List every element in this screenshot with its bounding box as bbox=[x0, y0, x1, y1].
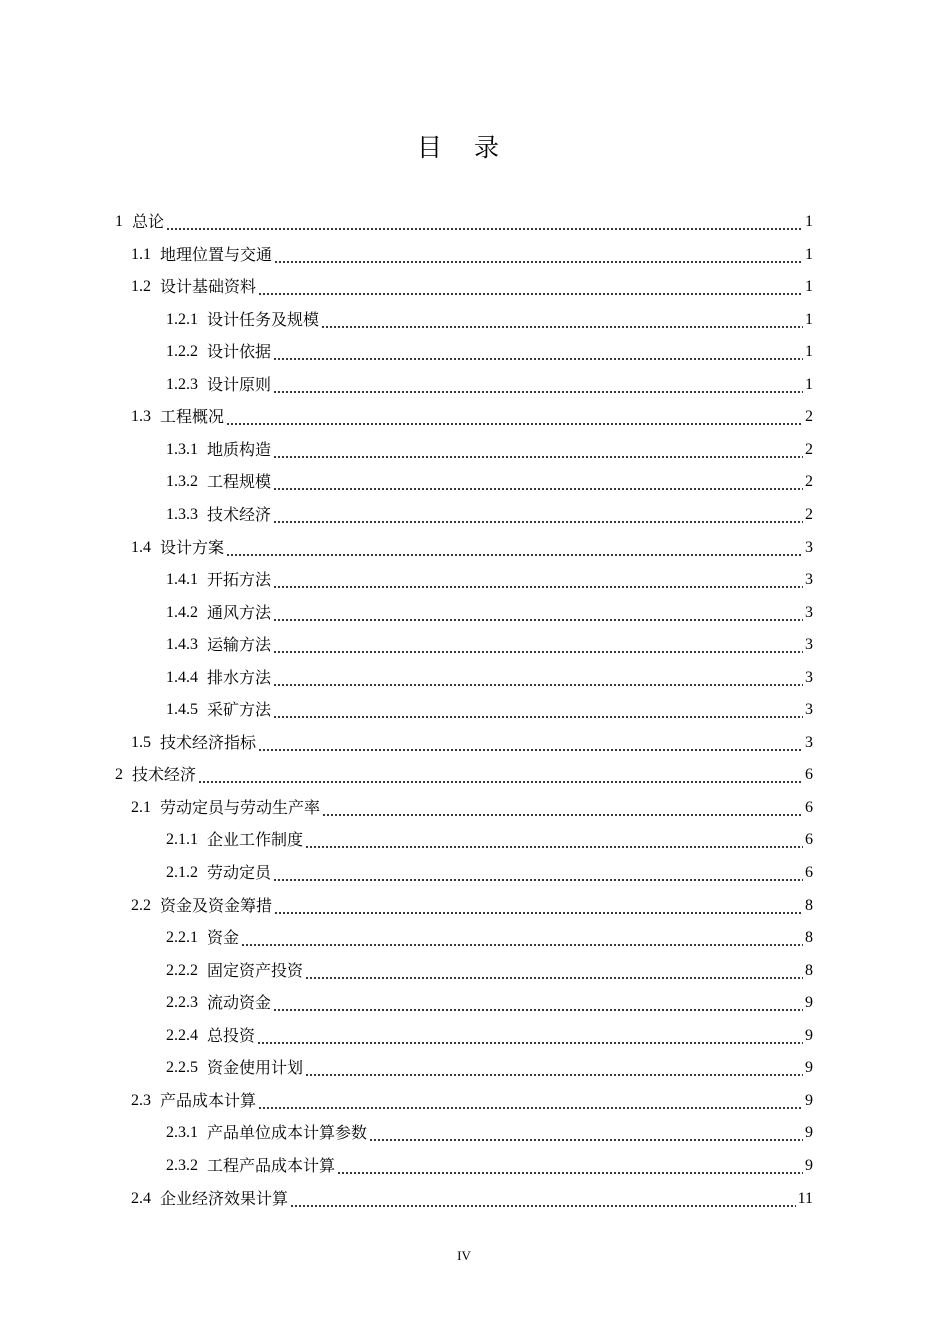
toc-entry-title: 资金 bbox=[207, 928, 240, 948]
toc-entry[interactable] bbox=[131, 401, 813, 433]
toc-entry-number: 1.2.1 bbox=[166, 310, 198, 328]
toc-entry-number: 2.1.2 bbox=[166, 864, 198, 881]
toc-entry-title: 开拓方法 bbox=[207, 570, 272, 590]
toc-dot-leader bbox=[257, 1020, 803, 1052]
toc-dot-leader bbox=[273, 987, 803, 1019]
toc-dot-leader bbox=[226, 401, 803, 433]
toc-entry[interactable] bbox=[166, 466, 813, 498]
toc-entry-title: 设计方案 bbox=[160, 537, 225, 557]
toc-entry[interactable] bbox=[166, 1020, 813, 1052]
toc-entry-number: 1.3.3 bbox=[166, 505, 198, 523]
toc-dot-leader bbox=[305, 1052, 803, 1084]
toc-entry-number: 1.4.3 bbox=[166, 636, 198, 654]
toc-entry[interactable] bbox=[166, 824, 813, 856]
toc-dot-leader bbox=[322, 792, 803, 824]
toc-entry-title: 工程产品成本计算 bbox=[207, 1155, 336, 1175]
toc-entry[interactable] bbox=[131, 1183, 813, 1215]
toc-entry-number: 2.1 bbox=[131, 798, 151, 816]
toc-entry-title: 地理位置与交通 bbox=[160, 244, 273, 264]
toc-entry-number: 2.4 bbox=[131, 1189, 151, 1207]
toc-dot-leader bbox=[273, 499, 803, 531]
toc-entry-title: 总论 bbox=[132, 212, 165, 231]
toc-dot-leader bbox=[273, 857, 803, 889]
toc-dot-leader bbox=[258, 727, 803, 759]
toc-dot-leader bbox=[273, 466, 803, 498]
toc-entry[interactable] bbox=[115, 206, 813, 238]
toc-entry-title: 产品成本计算 bbox=[160, 1090, 257, 1110]
toc-entry-page: 1 bbox=[805, 278, 813, 296]
toc-dot-leader bbox=[290, 1183, 796, 1215]
toc-entry-title: 技术经济 bbox=[207, 504, 272, 524]
toc-entry-title: 通风方法 bbox=[207, 602, 272, 622]
toc-entry-number: 2.2.5 bbox=[166, 1059, 198, 1077]
toc-entry[interactable] bbox=[131, 727, 813, 759]
toc-entry-page: 2 bbox=[805, 473, 813, 491]
toc-entry[interactable] bbox=[166, 1150, 813, 1182]
toc-entry-number: 1.4.4 bbox=[166, 668, 198, 686]
toc-entry-number: 2 bbox=[115, 766, 123, 784]
toc-entry[interactable] bbox=[115, 759, 813, 791]
toc-entry-number: 1.2.3 bbox=[166, 375, 198, 393]
toc-entry-title: 固定资产投资 bbox=[207, 960, 304, 980]
toc-entry-number: 1.2.2 bbox=[166, 343, 198, 361]
toc-entry-page: 8 bbox=[805, 929, 813, 947]
toc-entry-title: 采矿方法 bbox=[207, 700, 272, 720]
toc-entry-page: 3 bbox=[805, 668, 813, 686]
toc-entry-page: 3 bbox=[805, 571, 813, 589]
toc-entry-title: 技术经济 bbox=[132, 765, 197, 785]
toc-dot-leader bbox=[273, 629, 803, 661]
toc-entry-page: 6 bbox=[805, 798, 813, 816]
toc-dot-leader bbox=[198, 759, 803, 791]
toc-entry-title: 劳动定员与劳动生产率 bbox=[160, 797, 321, 817]
toc-entry-title: 资金使用计划 bbox=[207, 1058, 304, 1078]
toc-entry-page: 6 bbox=[805, 831, 813, 849]
toc-dot-leader bbox=[166, 206, 803, 238]
toc-entry[interactable] bbox=[166, 629, 813, 661]
toc-entry-title: 企业工作制度 bbox=[207, 830, 304, 850]
toc-entry-number: 1.4.5 bbox=[166, 701, 198, 719]
toc-entry-page: 9 bbox=[805, 1059, 813, 1077]
toc-dot-leader bbox=[273, 369, 803, 401]
toc-entry-number: 1.4 bbox=[131, 538, 151, 556]
toc-entry[interactable] bbox=[166, 597, 813, 629]
toc-entry-page: 9 bbox=[805, 994, 813, 1012]
toc-entry[interactable] bbox=[131, 271, 813, 303]
toc-entry-title: 设计原则 bbox=[207, 374, 272, 394]
toc-entry-title: 设计依据 bbox=[207, 342, 272, 362]
toc-entry-page: 2 bbox=[805, 440, 813, 458]
toc-entry-title: 企业经济效果计算 bbox=[160, 1188, 289, 1208]
toc-entry-number: 1.3.1 bbox=[166, 440, 198, 458]
toc-entry-title: 地质构造 bbox=[207, 439, 272, 459]
toc-entry-number: 2.2.2 bbox=[166, 961, 198, 979]
toc-entry-title: 设计任务及规模 bbox=[207, 309, 320, 329]
toc-entry[interactable] bbox=[166, 336, 813, 368]
toc-entry-number: 2.3.2 bbox=[166, 1156, 198, 1174]
toc-dot-leader bbox=[258, 271, 803, 303]
toc-dot-leader bbox=[337, 1150, 803, 1182]
toc-entry[interactable] bbox=[166, 955, 813, 987]
toc-entry[interactable] bbox=[131, 1085, 813, 1117]
toc-entry-page: 3 bbox=[805, 636, 813, 654]
toc-dot-leader bbox=[273, 662, 803, 694]
toc-entry-title: 总投资 bbox=[207, 1025, 256, 1045]
toc-entry-page: 9 bbox=[805, 1026, 813, 1044]
toc-entry-page: 1 bbox=[805, 310, 813, 328]
toc-entry-page: 3 bbox=[805, 603, 813, 621]
toc-entry-number: 2.2.4 bbox=[166, 1026, 198, 1044]
toc-entry-number: 2.1.1 bbox=[166, 831, 198, 849]
toc-entry-number: 1 bbox=[115, 213, 123, 230]
toc-entry-number: 1.5 bbox=[131, 733, 151, 751]
toc-entry-page: 3 bbox=[805, 538, 813, 556]
toc-entry-page: 9 bbox=[805, 1091, 813, 1109]
toc-entry-number: 2.2 bbox=[131, 896, 151, 914]
toc-entry[interactable] bbox=[131, 792, 813, 824]
toc-entry[interactable] bbox=[166, 662, 813, 694]
toc-dot-leader bbox=[273, 694, 803, 726]
toc-entry[interactable] bbox=[166, 369, 813, 401]
toc-entry-title: 流动资金 bbox=[207, 993, 272, 1013]
toc-entry-page: 8 bbox=[805, 896, 813, 914]
toc-entry[interactable] bbox=[166, 499, 813, 531]
toc-entry-title: 技术经济指标 bbox=[160, 732, 257, 752]
toc-dot-leader bbox=[369, 1117, 803, 1149]
page-number: IV bbox=[457, 1248, 471, 1263]
toc-entry-page: 2 bbox=[805, 408, 813, 426]
toc-entry[interactable] bbox=[166, 857, 813, 889]
toc-entry-title: 产品单位成本计算参数 bbox=[207, 1123, 368, 1143]
toc-entry-page: 8 bbox=[805, 961, 813, 979]
toc-entry[interactable] bbox=[166, 987, 813, 1019]
toc-entry[interactable] bbox=[131, 890, 813, 922]
toc-entry[interactable] bbox=[166, 1052, 813, 1084]
toc-entry-title: 运输方法 bbox=[207, 635, 272, 655]
toc-entry[interactable] bbox=[166, 694, 813, 726]
toc-entry[interactable] bbox=[131, 239, 813, 271]
toc-entry-page: 11 bbox=[797, 1189, 813, 1207]
toc-entry-number: 1.4.2 bbox=[166, 603, 198, 621]
toc-entry-title: 工程概况 bbox=[160, 407, 225, 427]
toc-entry-title: 劳动定员 bbox=[207, 863, 272, 882]
toc-dot-leader bbox=[274, 890, 803, 922]
toc-entry-page: 2 bbox=[805, 505, 813, 523]
toc-dot-leader bbox=[226, 532, 803, 564]
toc-entry-page: 1 bbox=[805, 213, 813, 230]
toc-dot-leader bbox=[241, 922, 803, 954]
toc-dot-leader bbox=[273, 597, 803, 629]
toc-entry-title: 设计基础资料 bbox=[160, 277, 257, 297]
toc-entry[interactable] bbox=[166, 1117, 813, 1149]
toc-dot-leader bbox=[258, 1085, 803, 1117]
toc-entry[interactable] bbox=[166, 304, 813, 336]
toc-entry-number: 1.3.2 bbox=[166, 473, 198, 491]
toc-entry-number: 1.4.1 bbox=[166, 571, 198, 589]
toc-dot-leader bbox=[273, 336, 803, 368]
page-title: 目 录 bbox=[417, 133, 511, 162]
toc-entry-number: 2.3 bbox=[131, 1091, 151, 1109]
toc-dot-leader bbox=[305, 955, 803, 987]
toc-entry[interactable] bbox=[131, 532, 813, 564]
toc-dot-leader bbox=[274, 239, 803, 271]
toc-entry-page: 1 bbox=[805, 375, 813, 393]
toc-entry[interactable] bbox=[166, 922, 813, 954]
toc-entry-title: 资金及资金筹措 bbox=[160, 895, 273, 915]
toc-entry-number: 2.2.3 bbox=[166, 994, 198, 1012]
toc-entry-page: 1 bbox=[805, 343, 813, 361]
toc-entry-page: 1 bbox=[805, 245, 813, 263]
toc-entry[interactable] bbox=[166, 564, 813, 596]
toc-entry-page: 9 bbox=[805, 1156, 813, 1174]
toc-entry-number: 2.2.1 bbox=[166, 929, 198, 947]
toc-entry-title: 工程规模 bbox=[207, 472, 272, 492]
toc-dot-leader bbox=[321, 304, 803, 336]
toc-entry-number: 2.3.1 bbox=[166, 1124, 198, 1142]
toc-entry-number: 1.3 bbox=[131, 408, 151, 426]
toc-entry-number: 1.1 bbox=[131, 245, 151, 263]
toc-entry-page: 6 bbox=[805, 864, 813, 881]
toc-dot-leader bbox=[273, 434, 803, 466]
toc-entry-page: 6 bbox=[805, 766, 813, 784]
toc-entry-page: 3 bbox=[805, 701, 813, 719]
toc-entry-page: 3 bbox=[805, 733, 813, 751]
toc-dot-leader bbox=[305, 824, 803, 856]
toc-entry[interactable] bbox=[166, 434, 813, 466]
toc-dot-leader bbox=[273, 564, 803, 596]
toc-entry-page: 9 bbox=[805, 1124, 813, 1142]
toc-entry-title: 排水方法 bbox=[207, 667, 272, 687]
toc-entry-number: 1.2 bbox=[131, 278, 151, 296]
